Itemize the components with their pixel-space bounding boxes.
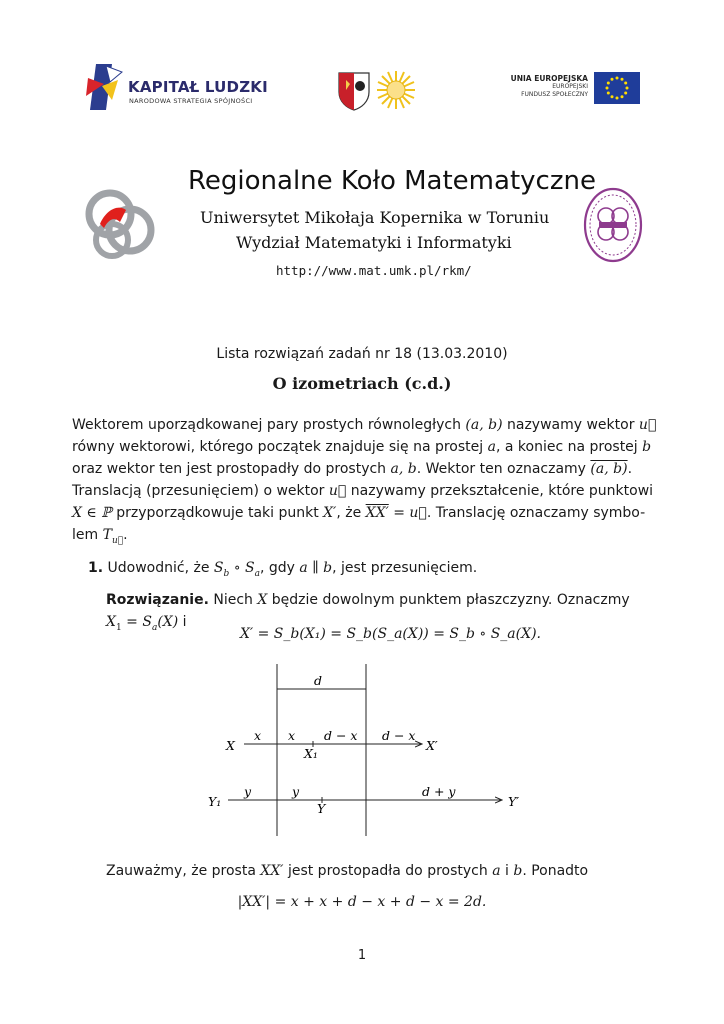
composition-formula: X′ = S_b(X₁) = S_b(S_a(X)) = S_b ∘ S_a(X). xyxy=(240,626,541,642)
para2-line1: Translacją (przesunięciem) o wektor u⃗ nazywamy przekształcenie, które punktowi xyxy=(72,483,654,499)
label-d-plus-y: d + y xyxy=(422,784,456,799)
eu-flag-icon xyxy=(594,72,640,104)
faculty-name: Wydział Matematyki i Informatyki xyxy=(236,233,512,252)
para2-line3: lem $T_{u⃗}$. xyxy=(72,527,128,546)
label-Y: Y xyxy=(317,801,326,816)
kapital-ludzki-title: KAPITAŁ LUDZKI xyxy=(128,78,268,96)
list-info: Lista rozwiązań zadań nr 18 (13.03.2010) xyxy=(216,346,508,362)
website-link[interactable]: http://www.mat.umk.pl/rkm/ xyxy=(276,263,472,278)
page-title: Regionalne Koło Matematyczne xyxy=(188,166,596,196)
para1-line2: równy wektorowi, którego początek znajduje się na prostej a, a koniec na prostej b xyxy=(72,439,652,455)
kapital-ludzki-emblem xyxy=(82,62,126,112)
purple-seal-logo xyxy=(582,186,644,264)
label-X-prime: X′ xyxy=(426,738,438,753)
vector-xx: XX′ xyxy=(365,505,389,521)
region-coat-of-arms-icon xyxy=(336,70,372,112)
label-y-left: y xyxy=(244,784,252,799)
sun-emblem-icon xyxy=(376,70,416,110)
label-d: d xyxy=(314,673,323,688)
label-y-right: y xyxy=(292,784,300,799)
definition-paragraph-1 xyxy=(72,414,657,480)
definition-paragraph-2 xyxy=(72,480,652,552)
label-x-left: x xyxy=(254,728,262,743)
para2-line2: X ∈ ℙ przyporządkowuje taki punkt X′, że XX′ = u⃗. Translację oznaczamy symbo- xyxy=(72,505,646,521)
eu-subtitle-1: EUROPEJSKI xyxy=(552,83,588,90)
label-d-minus-x-1: d − x xyxy=(324,728,358,743)
problem-number: 1. xyxy=(88,560,104,576)
rkm-rings-logo xyxy=(80,182,160,262)
section-title: O izometriach (c.d.) xyxy=(272,374,452,393)
para1-line3: oraz wektor ten jest prostopadły do prostych a, b. Wektor ten oznaczamy (a, b). xyxy=(72,461,633,477)
problem-1: 1. Udowodnić, że $S_b$ ∘ $S_a$, gdy a ∥ b, jest przesunięciem. xyxy=(88,560,478,579)
conclusion-text: Zauważmy, że prosta XX′ jest prostopadła do prostych a i b. Ponadto xyxy=(106,863,589,879)
kapital-ludzki-logo xyxy=(82,62,268,112)
solution-line1: Rozwiązanie. Niech X będzie dowolnym punktem płaszczyzny. Oznaczmy xyxy=(106,592,630,608)
label-X: X xyxy=(226,738,235,753)
eu-subtitle-2: FUNDUSZ SPOŁECZNY xyxy=(521,91,588,98)
para1-line1: Wektorem uporządkowanej pary prostych równoległych (a, b) nazywamy wektor u⃗ xyxy=(72,417,657,433)
label-d-minus-x-2: d − x xyxy=(382,728,416,743)
page-number: 1 xyxy=(357,948,367,963)
solution-label: Rozwiązanie. xyxy=(106,592,209,608)
vector-ab: (a, b) xyxy=(590,461,628,477)
university-name: Uniwersytet Mikołaja Kopernika w Toruniu xyxy=(200,208,550,227)
solution-line2: $X_1 = S_a(X)$ i xyxy=(106,614,187,633)
label-Y-prime: Y′ xyxy=(508,794,520,809)
translation-diagram xyxy=(200,660,520,850)
label-X1: X₁ xyxy=(304,746,318,761)
eu-title: UNIA EUROPEJSKA xyxy=(510,74,588,83)
label-Y1: Y₁ xyxy=(208,794,222,809)
label-x-right: x xyxy=(288,728,296,743)
eu-text-block xyxy=(500,74,588,99)
kapital-ludzki-subtitle: NARODOWA STRATEGIA SPÓJNOŚCI xyxy=(129,97,253,105)
distance-formula: |XX′| = x + x + d − x + d − x = 2d. xyxy=(237,894,487,910)
